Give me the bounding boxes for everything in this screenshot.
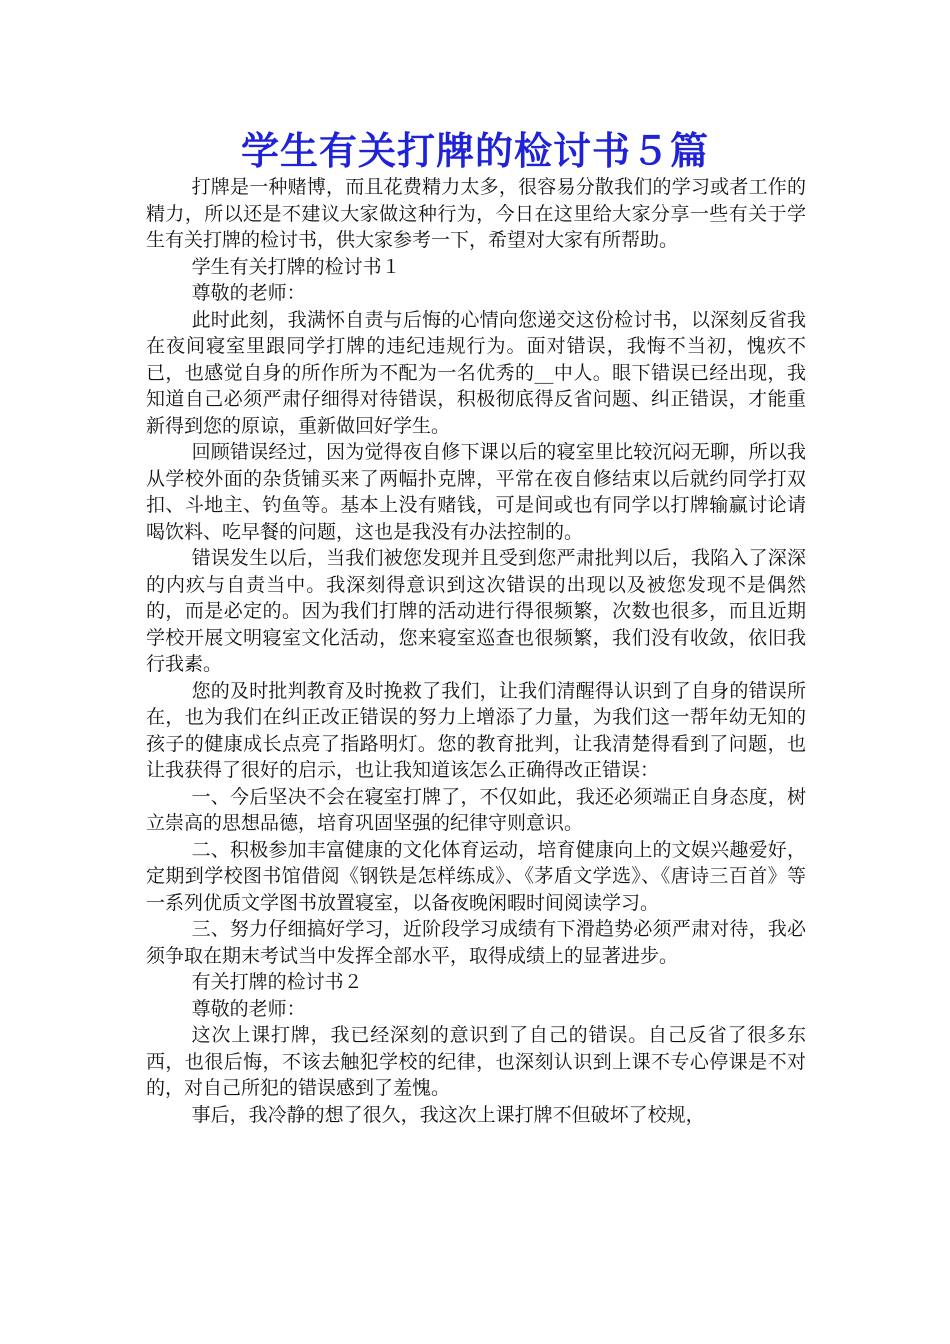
list-item-1: 一、今后坚决不会在寝室打牌了，不仅如此，我还必须端正自身态度，树立崇高的思想品德，培育巩固坚强的纪律守则意识。 (146, 785, 806, 834)
salutation-2: 尊敬的老师： (191, 997, 306, 1020)
intro-paragraph: 打牌是一种赌博，而且花费精力太多，很容易分散我们的学习或者工作的精力，所以还是不建议大家做这种行为，今日在这里给大家分享一些有关于学生有关打牌的检讨书，供大家参考一下，希望对大家有所帮助。 (146, 176, 806, 251)
body-paragraph: 您的及时批判教育及时挽救了我们，让我们清醒得认识到了自身的错误所在，也为我们在纠正改正错误的努力上增添了力量，为我们这一帮年幼无知的孩子的健康成长点亮了指路明灯。您的教育批判，让我清楚得看到了问题，也让我获得了很好的启示，也让我知道该怎么正确得改正错误： (146, 679, 806, 781)
body-paragraph: 这次上课打牌，我已经深刻的意识到了自己的错误。自己反省了很多东西，也很后悔，不该去触犯学校的纪律，也深刻认识到上课不专心停课是不对的，对自己所犯的错误感到了羞愧。 (146, 1024, 806, 1099)
section-heading-2: 有关打牌的检讨书２ (191, 971, 363, 993)
body-paragraph: 回顾错误经过，因为觉得夜自修下课以后的寝室里比较沉闷无聊，所以我从学校外面的杂货铺买来了两幅扑克牌，平常在夜自修结束以后就约同学打双扣、斗地主、钓鱼等。基本上没有赌钱，可是间或也有同学以打牌输赢讨论请喝饮料、吃早餐的问题，这也是我没有办法控制的。 (146, 441, 806, 543)
body-paragraph: 此时此刻，我满怀自责与后悔的心情向您递交这份检讨书，以深刻反省我在夜间寝室里跟同学打牌的违纪违规行为。面对错误，我悔不当初，愧疚不已，也感觉自身的所作所为不配为一名优秀的__中人。眼下错误已经出现，我知道自己必须严肃仔细得对待错误，积极彻底得反省问题、纠正错误，才能重新得到您的原谅，重新做回好学生。 (146, 308, 806, 437)
document-body (146, 174, 806, 1128)
salutation-1: 尊敬的老师： (191, 282, 306, 304)
document-title: 学生有关打牌的检讨书５篇 (240, 128, 709, 173)
section-heading-1: 学生有关打牌的检讨书１ (191, 255, 401, 278)
list-item-2: 二、积极参加丰富健康的文化体育运动，培育健康向上的文娱兴趣爱好，定期到学校图书馆借阅《钢铁是怎样练成》、《茅盾文学选》、《唐诗三百首》等一系列优质文学图书放置寝室，以备夜晚闲暇时间阅读学习。 (146, 838, 806, 914)
body-paragraph: 错误发生以后，当我们被您发现并且受到您严肃批判以后，我陷入了深深的内疚与自责当中。我深刻得意识到这次错误的出现以及被您发现不是偶然的，而是必定的。因为我们打牌的活动进行得很频繁，次数也很多，而且近期学校开展文明寝室文化活动，您来寝室巡查也很频繁，我们没有收敛，依旧我行我素。 (146, 547, 806, 675)
body-paragraph: 事后，我冷静的想了很久，我这次上课打牌不但破坏了校规， (191, 1103, 705, 1126)
list-item-3: 三、努力仔细搞好学习，近阶段学习成绩有下滑趋势必须严肃对待，我必须争取在期末考试当中发挥全部水平，取得成绩上的显著进步。 (146, 918, 806, 967)
